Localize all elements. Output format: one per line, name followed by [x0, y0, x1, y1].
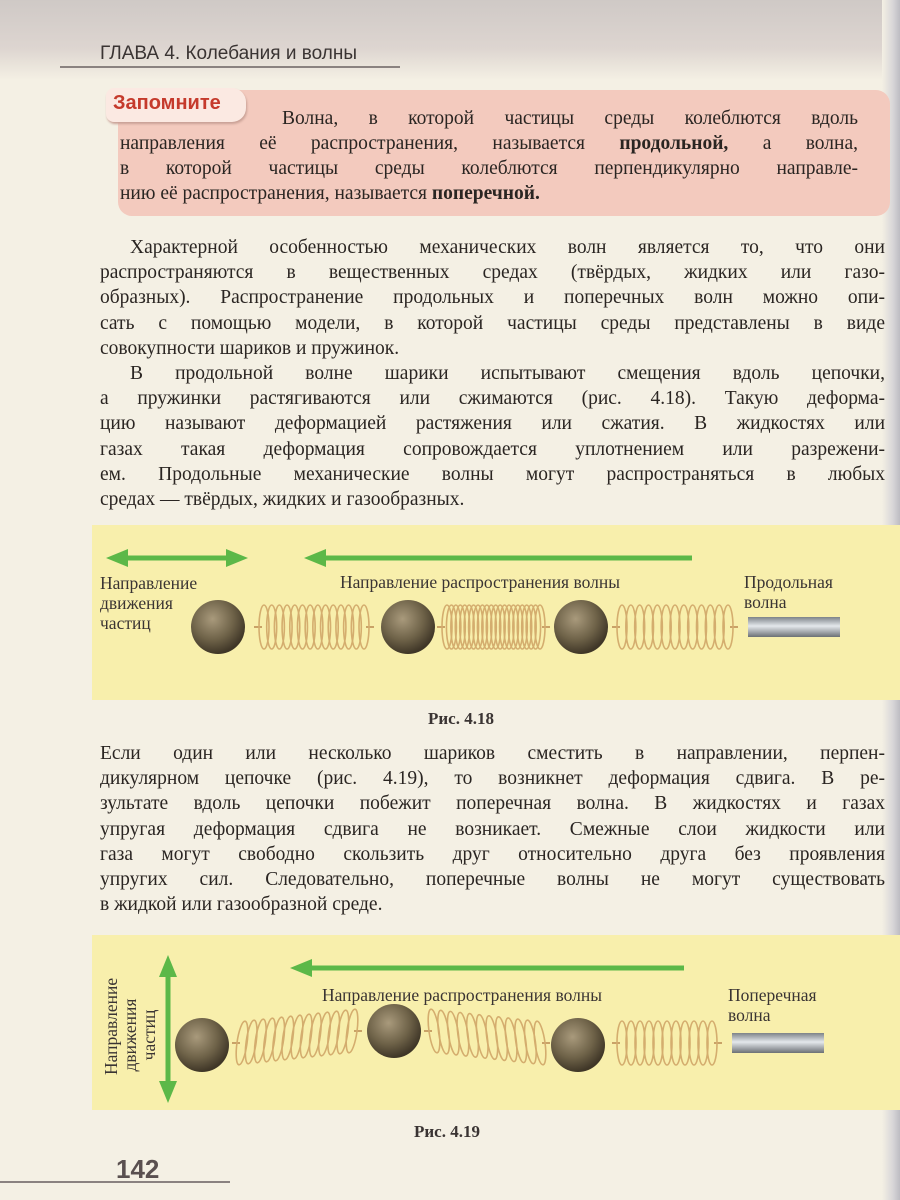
- spring-coil: [280, 1016, 296, 1061]
- spring-coil: [234, 1021, 250, 1066]
- figure-4-18: [92, 525, 900, 700]
- chapter-title: ГЛАВА 4. Колебания и волны: [100, 43, 357, 64]
- spring-coil: [271, 1017, 287, 1062]
- text-line: цию называют деформацией растяжения или сжатия. В жидкостях или: [100, 413, 885, 435]
- spring-coil: [484, 1015, 500, 1060]
- spring-coil: [522, 1019, 538, 1064]
- page-number: 142: [116, 1154, 160, 1184]
- text-line: В продольной волне шарики испытывают смещения вдоль цепочки,: [130, 363, 885, 384]
- spring-coil: [243, 1020, 259, 1065]
- figure-4-19: [92, 935, 900, 1110]
- remember-line: направления её распространения, называется продольной, а волна,: [120, 133, 858, 154]
- text-line: образных). Распространение продольных и поперечных волн можно опи-: [100, 287, 885, 309]
- text-line: в жидкой или газообразной среде.: [100, 894, 383, 916]
- ball: [367, 1004, 421, 1058]
- spring-coil: [289, 1015, 305, 1060]
- particle-direction-label: Направление движения частиц: [100, 573, 198, 633]
- spring-coil: [344, 1009, 360, 1054]
- spring-coil: [326, 1011, 342, 1056]
- spring-coil: [455, 1012, 471, 1057]
- text-line: ем. Продольные механические волны могут распространяться в любых: [100, 463, 885, 485]
- arrow-head-icon: [159, 1081, 177, 1103]
- text-line: дикулярном цепочке (рис. 4.19), то возникнет деформация сдвига. В ре-: [100, 768, 885, 790]
- header-background: [0, 0, 900, 80]
- remember-badge: Запомните: [106, 88, 246, 122]
- remember-line: нию её распространения, называется поперечной.: [120, 183, 540, 204]
- spring-coil: [503, 1017, 519, 1062]
- ball: [381, 600, 435, 654]
- spring-coil: [445, 1011, 461, 1056]
- arrow-head-icon: [304, 549, 326, 567]
- rod: [748, 617, 840, 637]
- text-line: Характерной особенностью механических волн является то, что они: [130, 237, 885, 258]
- text-line: газа могут свободно скользить друг относительно друга без проявления: [100, 843, 885, 865]
- remember-line: Волна, в которой частицы среды колеблются вдоль: [282, 108, 858, 129]
- spring-coil: [513, 1018, 529, 1063]
- wave-type-label: Продольная волна: [744, 572, 833, 612]
- spring-coil: [436, 1010, 452, 1055]
- text-line: газах такая деформация сопровождается уплотнением или разрежени-: [100, 438, 885, 460]
- wave-type-label: Поперечная волна: [728, 985, 817, 1025]
- ball: [554, 600, 608, 654]
- text-line: распространяются в вещественных средах (твёрдых, жидких или газо-: [100, 262, 885, 284]
- header-rule: [60, 66, 400, 68]
- text-line: упругих сил. Следовательно, поперечные волны не могут существовать: [100, 869, 885, 890]
- rod: [732, 1033, 824, 1053]
- figure-caption: Рис. 4.19: [414, 1122, 480, 1141]
- ball: [551, 1018, 605, 1072]
- spring-coil: [465, 1013, 481, 1058]
- text-line: сать с помощью модели, в которой частицы среды представлены в виде: [100, 312, 885, 334]
- spring-coil: [532, 1021, 548, 1066]
- spring-coil: [316, 1012, 332, 1057]
- remember-line: в которой частицы среды колеблются перпендикулярно направле-: [120, 158, 858, 179]
- ball: [191, 600, 245, 654]
- wave-direction-label: Направление распространения волны: [340, 572, 620, 592]
- spring-coil: [261, 1018, 277, 1063]
- spring-coil: [252, 1019, 268, 1064]
- arrow-head-icon: [159, 955, 177, 977]
- spring-coil: [474, 1014, 490, 1059]
- spring-coil: [298, 1014, 314, 1059]
- arrow-head-icon: [226, 549, 248, 567]
- text-line: Если один или несколько шариков сместить в направлении, перпен-: [100, 743, 885, 764]
- spring-coil: [335, 1010, 351, 1055]
- arrow-head-icon: [290, 959, 312, 977]
- text-line: а пружинки растягиваются или сжимаются (рис. 4.18). Такую деформа-: [100, 388, 885, 410]
- wave-direction-label: Направление распространения волны: [322, 985, 602, 1005]
- particle-direction-label: Направление движения частиц: [100, 977, 159, 1075]
- figure-caption: Рис. 4.18: [428, 709, 494, 728]
- arrow-head-icon: [106, 549, 128, 567]
- spring-coil: [426, 1009, 442, 1054]
- footer-rule: [0, 1181, 230, 1183]
- text-line: совокупности шариков и пружинок.: [100, 337, 400, 359]
- spring-coil: [307, 1013, 323, 1058]
- text-line: средах — твёрдых, жидких и газообразных.: [100, 489, 465, 510]
- longitudinal-wave-illustration: [92, 525, 900, 700]
- text-line: зультате вдоль цепочки побежит поперечная волна. В жидкостях и газах: [100, 793, 885, 815]
- text-line: упругая деформация сдвига не возникает. Смежные слои жидкости или: [100, 818, 885, 840]
- spring-coil: [493, 1016, 509, 1061]
